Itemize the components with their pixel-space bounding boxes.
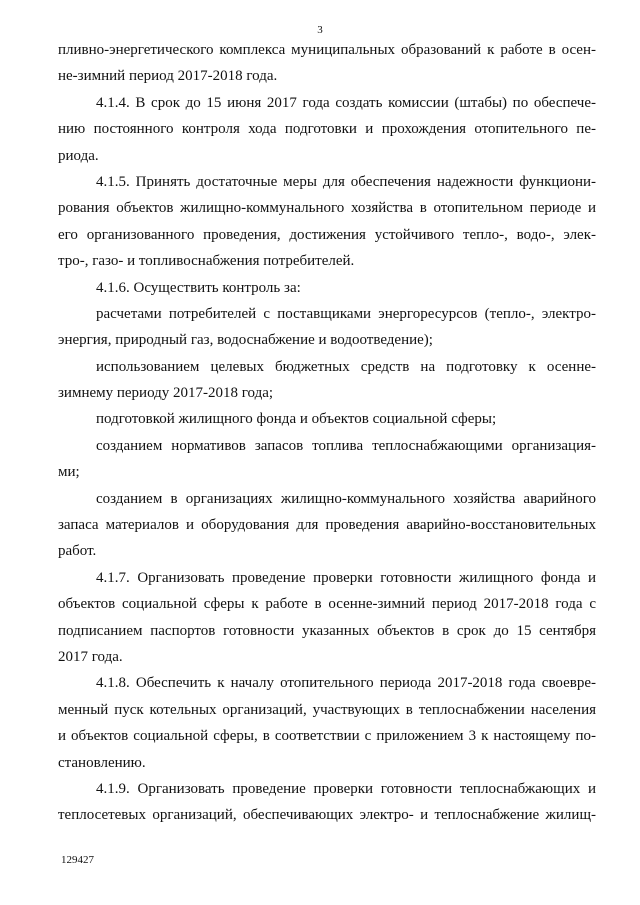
text-line: энергия, природный газ, водоснабжение и водоотведение); bbox=[58, 332, 433, 349]
text-line: и объектов социальной сферы, в соответствии с приложением 3 к настоящему по- bbox=[58, 728, 596, 745]
text-line: риода. bbox=[58, 147, 99, 164]
text-line: созданием нормативов запасов топлива теплоснабжающими организация- bbox=[96, 437, 596, 454]
text-line: 4.1.8. Обеспечить к началу отопительного периода 2017-2018 года своевре- bbox=[96, 675, 596, 692]
document-code: 129427 bbox=[61, 854, 94, 866]
text-line: 4.1.5. Принять достаточные меры для обеспечения надежности функциони- bbox=[96, 173, 596, 190]
text-line: 4.1.7. Организовать проведение проверки готовности жилищного фонда и bbox=[96, 569, 596, 586]
text-line: рования объектов жилищно-коммунального хозяйства в отопительном периоде и bbox=[58, 200, 596, 217]
text-line: объектов социальной сферы к работе в осенне-зимний период 2017-2018 года с bbox=[58, 596, 596, 613]
text-line: не-зимний период 2017-2018 года. bbox=[58, 68, 278, 85]
text-line: расчетами потребителей с поставщиками энергоресурсов (тепло-, электро- bbox=[96, 305, 596, 322]
text-line: 2017 года. bbox=[58, 648, 123, 665]
text-line: созданием в организациях жилищно-коммунального хозяйства аварийного bbox=[96, 490, 596, 507]
document-body bbox=[58, 37, 596, 829]
text-line: использованием целевых бюджетных средств на подготовку к осенне- bbox=[96, 358, 596, 375]
text-line: 4.1.4. В срок до 15 июня 2017 года создать комиссии (штабы) по обеспече- bbox=[96, 94, 596, 111]
text-line: подготовкой жилищного фонда и объектов социальной сферы; bbox=[96, 411, 497, 428]
text-line: ми; bbox=[58, 464, 80, 481]
text-line: становлению. bbox=[58, 754, 146, 771]
text-line: пливно-энергетического комплекса муниципальных образований к работе в осен- bbox=[58, 42, 596, 58]
text-line: теплосетевых организаций, обеспечивающих электро- и теплоснабжение жилищ- bbox=[58, 807, 596, 824]
text-line: запаса материалов и оборудования для проведения аварийно-восстановительных bbox=[58, 517, 596, 534]
text-line: 4.1.6. Осуществить контроль за: bbox=[96, 279, 301, 296]
text-line: менный пуск котельных организаций, участвующих в теплоснабжении населения bbox=[58, 701, 596, 718]
text-line: 4.1.9. Организовать проведение проверки готовности теплоснабжающих и bbox=[96, 780, 596, 797]
text-line: тро-, газо- и топливоснабжения потребителей. bbox=[58, 253, 355, 270]
text-line: нию постоянного контроля хода подготовки и прохождения отопительного пе- bbox=[58, 121, 596, 138]
page-number: 3 bbox=[317, 24, 323, 36]
text-line: зимнему периоду 2017-2018 года; bbox=[58, 385, 274, 402]
text-line: его организованного проведения, достижения устойчивого тепло-, водо-, элек- bbox=[58, 226, 596, 243]
text-line: работ. bbox=[58, 543, 97, 560]
text-line: подписанием паспортов готовности указанных объектов в срок до 15 сентября bbox=[58, 622, 596, 639]
